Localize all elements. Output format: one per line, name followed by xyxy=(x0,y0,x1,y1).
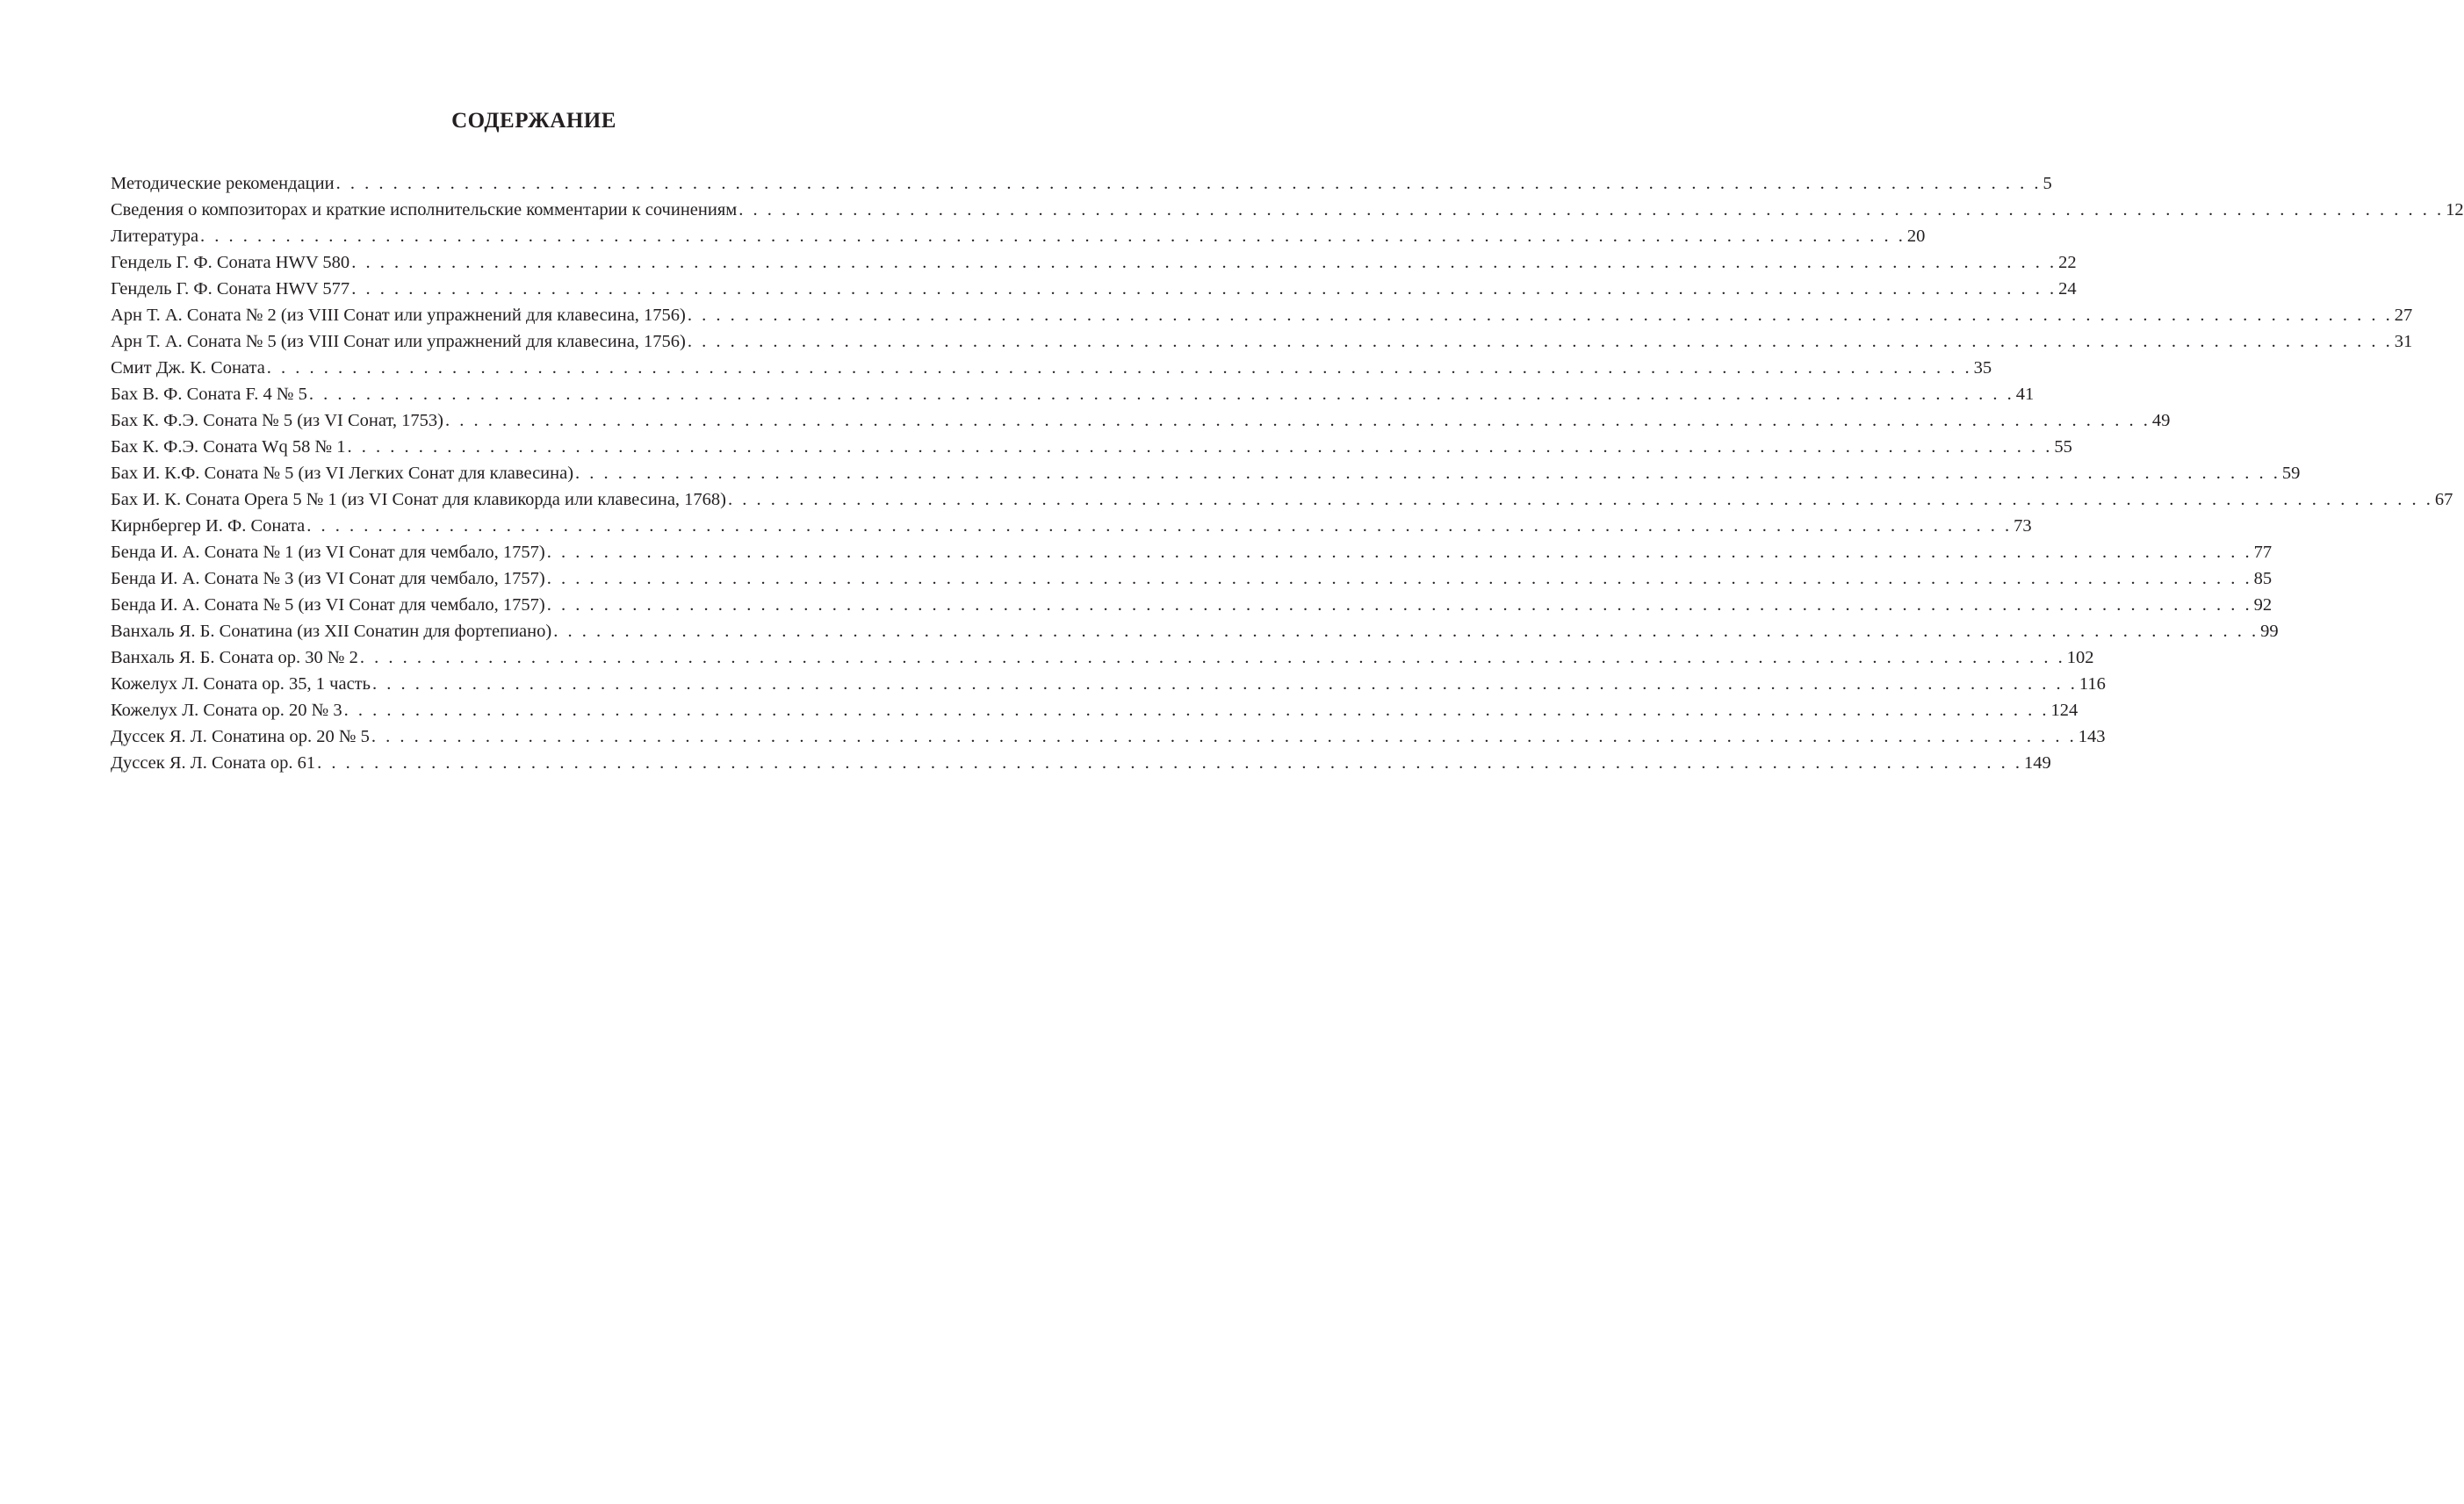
toc-entry-title: Бах К. Ф.Э. Соната № 5 (из VI Сонат, 1753) xyxy=(111,411,443,430)
dot-leader: . . . . . . . . . . . . . . . . . . . . . . . . . . . . . . . . . . . . . . . . . . . . . . . . . . . . . . . . . . . . . . . . . . . . . . . . . . . . . . . . . . . . . . . . . . . . . . . . . . . . . . . . . . . . . . . . . . . . . . . . xyxy=(351,279,2057,299)
toc-entry-title: Дуссек Я. Л. Соната ор. 61 xyxy=(111,753,316,773)
toc-entry-page-number: 99 xyxy=(2260,622,2279,641)
toc-entry-title: Бах И. К.Ф. Соната № 5 (из VI Легких Сонат для клавесина) xyxy=(111,464,574,483)
toc-entry-page-number: 116 xyxy=(2079,674,2106,694)
toc-entry[interactable] xyxy=(111,697,2079,723)
toc-entry-page-number: 49 xyxy=(2151,411,2171,430)
toc-entry[interactable] xyxy=(111,750,2051,776)
toc-entry-page-number: 22 xyxy=(2058,253,2077,272)
toc-entry-page-number: 31 xyxy=(2394,332,2413,351)
toc-entry-title: Бах И. К. Соната Opera 5 № 1 (из VI Сонат для клавикорда или клавесина, 1768) xyxy=(111,490,727,509)
dot-leader: . . . . . . . . . . . . . . . . . . . . . . . . . . . . . . . . . . . . . . . . . . . . . . . . . . . . . . . . . . . . . . . . . . . . . . . . . . . . . . . . . . . . . . . . . . . . . . . . . . . . . . . . . . . . . . . . . . . . . . . . xyxy=(738,200,2445,219)
toc-entry-page-number: 102 xyxy=(2066,648,2094,667)
toc-entry[interactable] xyxy=(111,671,2106,697)
toc-entry[interactable] xyxy=(111,434,2072,460)
dot-leader: . . . . . . . . . . . . . . . . . . . . . . . . . . . . . . . . . . . . . . . . . . . . . . . . . . . . . . . . . . . . . . . . . . . . . . . . . . . . . . . . . . . . . . . . . . . . . . . . . . . . . . . . . . . . . . . . . . . . . . . . xyxy=(200,227,1906,246)
toc-entry[interactable] xyxy=(111,223,1926,249)
toc-entry[interactable] xyxy=(111,381,2035,407)
dot-leader: . . . . . . . . . . . . . . . . . . . . . . . . . . . . . . . . . . . . . . . . . . . . . . . . . . . . . . . . . . . . . . . . . . . . . . . . . . . . . . . . . . . . . . . . . . . . . . . . . . . . . . . . . . . . . . . . . . . . . . . . xyxy=(371,674,2078,694)
toc-entry-page-number: 5 xyxy=(2043,174,2052,193)
toc-entry[interactable] xyxy=(111,723,2106,750)
toc-entry-page-number: 67 xyxy=(2434,490,2453,509)
toc-entry-page-number: 24 xyxy=(2058,279,2077,299)
dot-leader: . . . . . . . . . . . . . . . . . . . . . . . . . . . . . . . . . . . . . . . . . . . . . . . . . . . . . . . . . . . . . . . . . . . . . . . . . . . . . . . . . . . . . . . . . . . . . . . . . . . . . . . . . . . . . . . . . . . . . . . . xyxy=(266,358,1972,378)
toc-entry[interactable] xyxy=(111,170,2052,197)
toc-entry-title: Бенда И. А. Соната № 1 (из VI Сонат для чембало, 1757) xyxy=(111,543,545,562)
dot-leader: . . . . . . . . . . . . . . . . . . . . . . . . . . . . . . . . . . . . . . . . . . . . . . . . . . . . . . . . . . . . . . . . . . . . . . . . . . . . . . . . . . . . . . . . . . . . . . . . . . . . . . . . . . . . . . . . . . . . . . . . xyxy=(728,490,2433,509)
toc-entry-page-number: 35 xyxy=(1973,358,1992,378)
toc-entry[interactable] xyxy=(111,565,2273,592)
toc-entry-title: Арн Т. А. Соната № 2 (из VIII Сонат или упражнений для клавесина, 1756) xyxy=(111,306,686,325)
toc-entry-title: Ванхаль Я. Б. Сонатина (из XII Сонатин для фортепиано) xyxy=(111,622,552,641)
toc-entry-page-number: 12 xyxy=(2446,200,2464,219)
toc-entry-title: Бенда И. А. Соната № 3 (из VI Сонат для чембало, 1757) xyxy=(111,569,545,588)
toc-entry-page-number: 55 xyxy=(2054,437,2072,457)
toc-entry-title: Кожелух Л. Соната ор. 35, 1 часть xyxy=(111,674,371,694)
toc-entry[interactable] xyxy=(111,618,2279,644)
dot-leader: . . . . . . . . . . . . . . . . . . . . . . . . . . . . . . . . . . . . . . . . . . . . . . . . . . . . . . . . . . . . . . . . . . . . . . . . . . . . . . . . . . . . . . . . . . . . . . . . . . . . . . . . . . . . . . . . . . . . . . . . xyxy=(687,332,2393,351)
toc-entry-page-number: 149 xyxy=(2023,753,2051,773)
toc-entry[interactable] xyxy=(111,513,2032,539)
toc-entry-title: Арн Т. А. Соната № 5 (из VIII Сонат или упражнений для клавесина, 1756) xyxy=(111,332,686,351)
dot-leader: . . . . . . . . . . . . . . . . . . . . . . . . . . . . . . . . . . . . . . . . . . . . . . . . . . . . . . . . . . . . . . . . . . . . . . . . . . . . . . . . . . . . . . . . . . . . . . . . . . . . . . . . . . . . . . . . . . . . . . . . xyxy=(546,543,2252,562)
dot-leader: . . . . . . . . . . . . . . . . . . . . . . . . . . . . . . . . . . . . . . . . . . . . . . . . . . . . . . . . . . . . . . . . . . . . . . . . . . . . . . . . . . . . . . . . . . . . . . . . . . . . . . . . . . . . . . . . . . . . . . . . xyxy=(371,727,2077,746)
toc-entry-title: Кожелух Л. Соната ор. 20 № 3 xyxy=(111,701,342,720)
dot-leader: . . . . . . . . . . . . . . . . . . . . . . . . . . . . . . . . . . . . . . . . . . . . . . . . . . . . . . . . . . . . . . . . . . . . . . . . . . . . . . . . . . . . . . . . . . . . . . . . . . . . . . . . . . . . . . . . . . . . . . . . xyxy=(347,437,2053,457)
toc-entry-page-number: 73 xyxy=(2014,516,2032,536)
dot-leader: . . . . . . . . . . . . . . . . . . . . . . . . . . . . . . . . . . . . . . . . . . . . . . . . . . . . . . . . . . . . . . . . . . . . . . . . . . . . . . . . . . . . . . . . . . . . . . . . . . . . . . . . . . . . . . . . . . . . . . . . xyxy=(575,464,2280,483)
toc-entry[interactable] xyxy=(111,197,2464,223)
toc-entry-title: Бах В. Ф. Соната F. 4 № 5 xyxy=(111,385,307,404)
dot-leader: . . . . . . . . . . . . . . . . . . . . . . . . . . . . . . . . . . . . . . . . . . . . . . . . . . . . . . . . . . . . . . . . . . . . . . . . . . . . . . . . . . . . . . . . . . . . . . . . . . . . . . . . . . . . . . . . . . . . . . . . xyxy=(553,622,2259,641)
toc-entry-page-number: 143 xyxy=(2078,727,2106,746)
toc-entry[interactable] xyxy=(111,355,1992,381)
toc-entry-page-number: 20 xyxy=(1906,227,1926,246)
dot-leader: . . . . . . . . . . . . . . . . . . . . . . . . . . . . . . . . . . . . . . . . . . . . . . . . . . . . . . . . . . . . . . . . . . . . . . . . . . . . . . . . . . . . . . . . . . . . . . . . . . . . . . . . . . . . . . . . . . . . . . . . xyxy=(546,595,2252,615)
toc-entry-title: Гендель Г. Ф. Соната HWV 580 xyxy=(111,253,350,272)
toc-entry-title: Сведения о композиторах и краткие исполнительские комментарии к сочинениям xyxy=(111,200,738,219)
dot-leader: . . . . . . . . . . . . . . . . . . . . . . . . . . . . . . . . . . . . . . . . . . . . . . . . . . . . . . . . . . . . . . . . . . . . . . . . . . . . . . . . . . . . . . . . . . . . . . . . . . . . . . . . . . . . . . . . . . . . . . . . xyxy=(687,306,2393,325)
toc-entry[interactable] xyxy=(111,592,2273,618)
toc-entry-page-number: 77 xyxy=(2253,543,2273,562)
dot-leader: . . . . . . . . . . . . . . . . . . . . . . . . . . . . . . . . . . . . . . . . . . . . . . . . . . . . . . . . . . . . . . . . . . . . . . . . . . . . . . . . . . . . . . . . . . . . . . . . . . . . . . . . . . . . . . . . . . . . . . . . xyxy=(351,253,2057,272)
dot-leader: . . . . . . . . . . . . . . . . . . . . . . . . . . . . . . . . . . . . . . . . . . . . . . . . . . . . . . . . . . . . . . . . . . . . . . . . . . . . . . . . . . . . . . . . . . . . . . . . . . . . . . . . . . . . . . . . . . . . . . . . xyxy=(308,385,2014,404)
toc-entry[interactable] xyxy=(111,276,2077,302)
toc-entry-page-number: 85 xyxy=(2253,569,2273,588)
toc-entry-page-number: 92 xyxy=(2253,595,2273,615)
dot-leader: . . . . . . . . . . . . . . . . . . . . . . . . . . . . . . . . . . . . . . . . . . . . . . . . . . . . . . . . . . . . . . . . . . . . . . . . . . . . . . . . . . . . . . . . . . . . . . . . . . . . . . . . . . . . . . . . . . . . . . . . xyxy=(335,174,2042,193)
table-of-contents xyxy=(111,170,2464,776)
toc-entry-title: Методические рекомендации xyxy=(111,174,335,193)
toc-entry[interactable] xyxy=(111,302,2413,328)
toc-entry-title: Ванхаль Я. Б. Соната ор. 30 № 2 xyxy=(111,648,358,667)
toc-entry[interactable] xyxy=(111,328,2413,355)
dot-leader: . . . . . . . . . . . . . . . . . . . . . . . . . . . . . . . . . . . . . . . . . . . . . . . . . . . . . . . . . . . . . . . . . . . . . . . . . . . . . . . . . . . . . . . . . . . . . . . . . . . . . . . . . . . . . . . . . . . . . . . . xyxy=(546,569,2252,588)
toc-entry[interactable] xyxy=(111,539,2273,565)
dot-leader: . . . . . . . . . . . . . . . . . . . . . . . . . . . . . . . . . . . . . . . . . . . . . . . . . . . . . . . . . . . . . . . . . . . . . . . . . . . . . . . . . . . . . . . . . . . . . . . . . . . . . . . . . . . . . . . . . . . . . . . . xyxy=(359,648,2065,667)
toc-entry[interactable] xyxy=(111,644,2094,671)
dot-leader: . . . . . . . . . . . . . . . . . . . . . . . . . . . . . . . . . . . . . . . . . . . . . . . . . . . . . . . . . . . . . . . . . . . . . . . . . . . . . . . . . . . . . . . . . . . . . . . . . . . . . . . . . . . . . . . . . . . . . . . . xyxy=(306,516,2013,536)
toc-entry-title: Гендель Г. Ф. Соната HWV 577 xyxy=(111,279,350,299)
toc-entry-title: Литература xyxy=(111,227,199,246)
toc-entry[interactable] xyxy=(111,249,2077,276)
toc-entry-page-number: 41 xyxy=(2015,385,2035,404)
page-title: СОДЕРЖАНИЕ xyxy=(451,109,616,133)
toc-entry-title: Смит Дж. К. Соната xyxy=(111,358,265,378)
dot-leader: . . . . . . . . . . . . . . . . . . . . . . . . . . . . . . . . . . . . . . . . . . . . . . . . . . . . . . . . . . . . . . . . . . . . . . . . . . . . . . . . . . . . . . . . . . . . . . . . . . . . . . . . . . . . . . . . . . . . . . . . xyxy=(444,411,2151,430)
toc-entry-title: Дуссек Я. Л. Сонатина ор. 20 № 5 xyxy=(111,727,370,746)
toc-entry-title: Кирнбергер И. Ф. Соната xyxy=(111,516,306,536)
toc-entry[interactable] xyxy=(111,460,2301,486)
toc-entry-title: Бах К. Ф.Э. Соната Wq 58 № 1 xyxy=(111,437,346,457)
toc-entry[interactable] xyxy=(111,407,2171,434)
toc-entry-page-number: 124 xyxy=(2050,701,2079,720)
toc-entry[interactable] xyxy=(111,486,2453,513)
dot-leader: . . . . . . . . . . . . . . . . . . . . . . . . . . . . . . . . . . . . . . . . . . . . . . . . . . . . . . . . . . . . . . . . . . . . . . . . . . . . . . . . . . . . . . . . . . . . . . . . . . . . . . . . . . . . . . . . . . . . . . . . xyxy=(317,753,2022,773)
dot-leader: . . . . . . . . . . . . . . . . . . . . . . . . . . . . . . . . . . . . . . . . . . . . . . . . . . . . . . . . . . . . . . . . . . . . . . . . . . . . . . . . . . . . . . . . . . . . . . . . . . . . . . . . . . . . . . . . . . . . . . . . xyxy=(343,701,2050,720)
toc-entry-page-number: 27 xyxy=(2394,306,2413,325)
toc-entry-page-number: 59 xyxy=(2281,464,2301,483)
toc-entry-title: Бенда И. А. Соната № 5 (из VI Сонат для чембало, 1757) xyxy=(111,595,545,615)
